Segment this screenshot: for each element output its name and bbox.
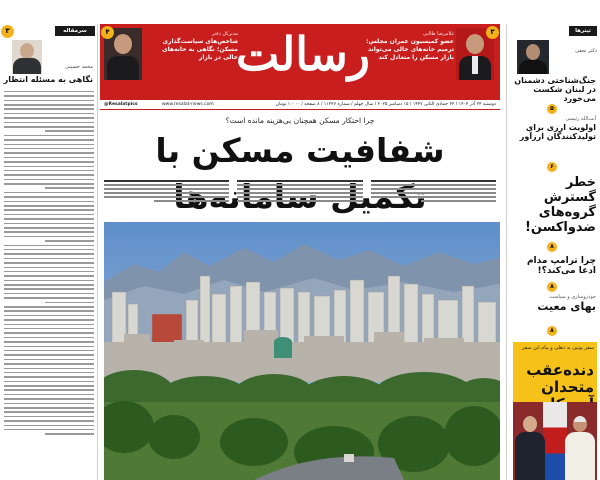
right-story-5-title: بهای معیت (537, 300, 596, 313)
right-story-5-page-badge: ۸ (547, 326, 557, 336)
masthead-teaser-right[interactable] (362, 30, 454, 62)
left-column (0, 24, 98, 480)
right-story-1[interactable] (510, 76, 596, 104)
issue-details: دوشنبه ۲۴ آذر ۱۴۰۴ / ۲۴ جمادی الثانی ۱۴۴۷ / ۱۵ دسامبر ۲۰۲۵ / سال چهلم / شماره ۱۱۲۴۷ / ۸ صفحه / ۱۰۰۰۰ تومان (275, 102, 496, 107)
issue-info-bar (100, 100, 500, 110)
editorial-body (4, 88, 94, 464)
right-story-3-title: خطر گسترش گروه‌های ضدواکسن! (524, 175, 596, 235)
headlines-tag: تیترها (569, 26, 597, 36)
editorial-page-badge: ۳ (1, 25, 14, 38)
teaser-right-page-badge: ۳ (486, 26, 499, 39)
right-story-3-page-badge: ۸ (547, 242, 557, 252)
editorial-author-name: محمد حسینی (65, 64, 93, 70)
right-story-1-title: جنگ‌شناختی دشمنان در لبنان شکست می‌خورد (514, 76, 596, 104)
newspaper-logo: رسالت (236, 27, 370, 81)
city-skyline-photo (104, 222, 500, 480)
right-story-4-page-badge: ۸ (547, 282, 557, 292)
right-feature-kicker: سفر پوتین به دهلی و پیام این سفر (521, 345, 594, 351)
right-story-5[interactable] (510, 294, 596, 314)
teaser-right-title: عضو کمیسیون عمران مجلس: ترمیم خانه‌های خالی می‌تواند بازار مسکن را متعادل کند (366, 38, 454, 61)
body-column (104, 178, 229, 216)
main-story-body (104, 178, 496, 216)
masthead-teaser-left[interactable] (146, 30, 238, 62)
body-column (237, 178, 362, 216)
right-column (506, 24, 600, 480)
editorial-tag: سرمقاله (55, 26, 95, 36)
teaser-right-kicker: غلامرضا طالبی (422, 31, 454, 37)
website-link[interactable]: www.resalat-news.com (162, 102, 214, 107)
editorial-title[interactable]: نگاهی به مسئله انتظار (3, 75, 93, 84)
teaser-left-title: شاخص‌های سیاست‌گذاری مسکن؛ نگاهی به خانه‌های خالی در بازار (162, 38, 238, 61)
main-story-kicker: چرا احتکار مسکن همچنان بی‌هزینه مانده است؟ (225, 116, 375, 125)
right-story-3[interactable] (510, 176, 596, 236)
right-story-4-title: چرا ترامپ مدام ادعا می‌کند؟! (526, 256, 596, 277)
right-column-author-name: دکتر نجفی (575, 48, 597, 54)
main-headline[interactable]: شفافیت مسکن با (155, 131, 445, 170)
right-story-2[interactable] (510, 116, 596, 141)
editorial-author-photo (12, 40, 42, 74)
right-feature-title: دنده‌عقب متحدان (526, 361, 594, 396)
right-column-author-photo (517, 40, 549, 74)
teaser-left-page-badge: ۴ (101, 26, 114, 39)
right-feature-photo (513, 402, 597, 480)
right-story-1-page-badge: ۵ (547, 104, 557, 114)
right-feature-box[interactable] (513, 342, 597, 480)
masthead (100, 24, 500, 100)
right-story-2-kicker: آیت‌الله رئیسی (565, 116, 596, 122)
right-story-5-kicker: خودروسازی و سیاست (549, 294, 596, 300)
body-column (371, 178, 496, 216)
right-story-2-page-badge: ۶ (547, 162, 557, 172)
right-story-2-title: اولویت ارزی برای تولیدکنندگان ارزآور (519, 123, 596, 142)
right-story-4[interactable] (510, 256, 596, 277)
teaser-left-kicker: مدیرکل دفتر (211, 31, 238, 37)
social-handle[interactable]: @Resalatpics (104, 102, 138, 107)
